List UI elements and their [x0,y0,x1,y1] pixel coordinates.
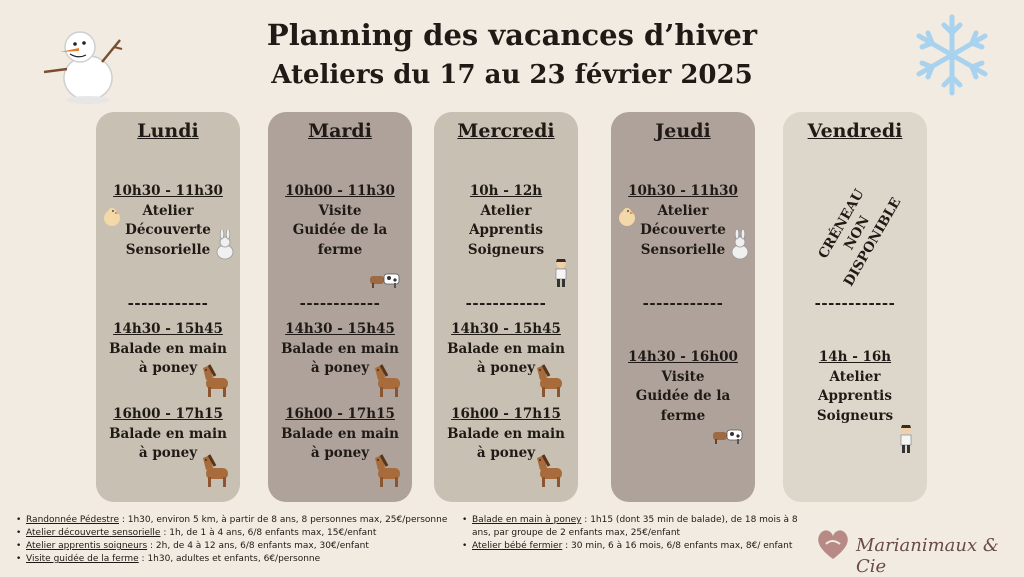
slot-activity: Visite Guidée de la ferme [292,202,388,258]
pony-icon [534,362,568,398]
slot-afternoon-1 [611,348,755,426]
farm-animals-icon [711,424,745,446]
slot-time: 10h30 - 11h30 [113,183,223,199]
pony-icon [200,452,234,488]
day-heading: Vendredi [807,120,903,142]
slot-activity: Balade en main à poney [109,340,227,376]
heart-logo-icon [814,526,852,562]
separator: ------------ [814,294,896,312]
caretaker-icon [897,424,915,454]
legend-item: • Balade en main à poney : 1h15 (dont 35 min de balade), de 18 mois à 8 ans, par groupe de 2 enfants max, 25€/enfant [462,514,802,540]
slot-time: 16h00 - 17h15 [113,406,223,422]
chick-icon [617,206,637,228]
slot-activity: Visite Guidée de la ferme [635,368,731,424]
slot-time: 10h - 12h [469,183,543,199]
slot-time: 14h30 - 15h45 [285,321,395,337]
day-column-lundi [96,112,240,502]
rabbit-icon [214,230,236,260]
slot-activity: Balade en main à poney [447,425,565,461]
day-heading: Mercredi [457,120,555,142]
slot-activity: Balade en main à poney [281,425,399,461]
slot-time: 16h00 - 17h15 [285,406,395,422]
day-heading: Lundi [137,120,199,142]
legend-item: • Atelier bébé fermier : 30 min, 6 à 16 mois, 6/8 enfants max, 8€/ enfant [462,540,802,553]
pony-icon [372,452,406,488]
pony-icon [372,362,406,398]
slot-activity: Atelier Découverte Sensorielle [640,202,726,258]
rabbit-icon [729,230,751,260]
chick-icon [102,206,122,228]
slot-time: 10h30 - 11h30 [628,183,738,199]
separator: ------------ [127,294,209,312]
page-subtitle: Ateliers du 17 au 23 février 2025 [271,60,753,90]
slot-time: 14h - 16h [818,349,892,365]
day-column-mercredi [434,112,578,502]
slot-time: 16h00 - 17h15 [451,406,561,422]
slot-activity: Balade en main à poney [447,340,565,376]
legend-item: • Randonnée Pédestre : 1h30, environ 5 km, à partir de 8 ans, 8 personnes max, 25€/personne [16,514,456,527]
separator: ------------ [642,294,724,312]
legend-item: • Atelier apprentis soigneurs : 2h, de 4 à 12 ans, 6/8 enfants max, 30€/enfant [16,540,456,553]
pony-icon [200,362,234,398]
caretaker-icon [552,258,570,288]
day-heading: Jeudi [655,120,711,142]
slot-activity: Balade en main à poney [109,425,227,461]
legend-item: • Visite guidée de la ferme : 1h30, adultes et enfants, 6€/personne [16,553,456,566]
brand-name: Marianimaux & Cie [856,535,999,577]
slot-activity: Balade en main à poney [281,340,399,376]
day-heading: Mardi [308,120,372,142]
day-column-vendredi [783,112,927,502]
slot-morning [268,182,412,260]
day-column-jeudi [611,112,755,502]
separator: ------------ [299,294,381,312]
slot-morning [434,182,578,260]
slot-activity: Atelier Découverte Sensorielle [125,202,211,258]
pony-icon [534,452,568,488]
slot-afternoon-1 [783,348,927,426]
legend-item: • Atelier découverte sensorielle : 1h, de 1 à 4 ans, 6/8 enfants max, 15€/enfant [16,527,456,540]
slot-time: 14h30 - 15h45 [451,321,561,337]
legend-right [462,514,802,553]
slot-time: 14h30 - 16h00 [628,349,738,365]
unavailable-badge: CRÉNEAU NON DISPONIBLE [815,186,905,290]
legend-left [16,514,456,566]
page-title: Planning des vacances d’hiver [266,18,758,52]
farm-animals-icon [368,268,402,290]
slot-time: 10h00 - 11h30 [285,183,395,199]
day-column-mardi [268,112,412,502]
slot-time: 14h30 - 15h45 [113,321,223,337]
slot-activity: Atelier Apprentis Soigneurs [467,202,545,258]
slot-activity: Atelier Apprentis Soigneurs [816,368,894,424]
separator: ------------ [465,294,547,312]
